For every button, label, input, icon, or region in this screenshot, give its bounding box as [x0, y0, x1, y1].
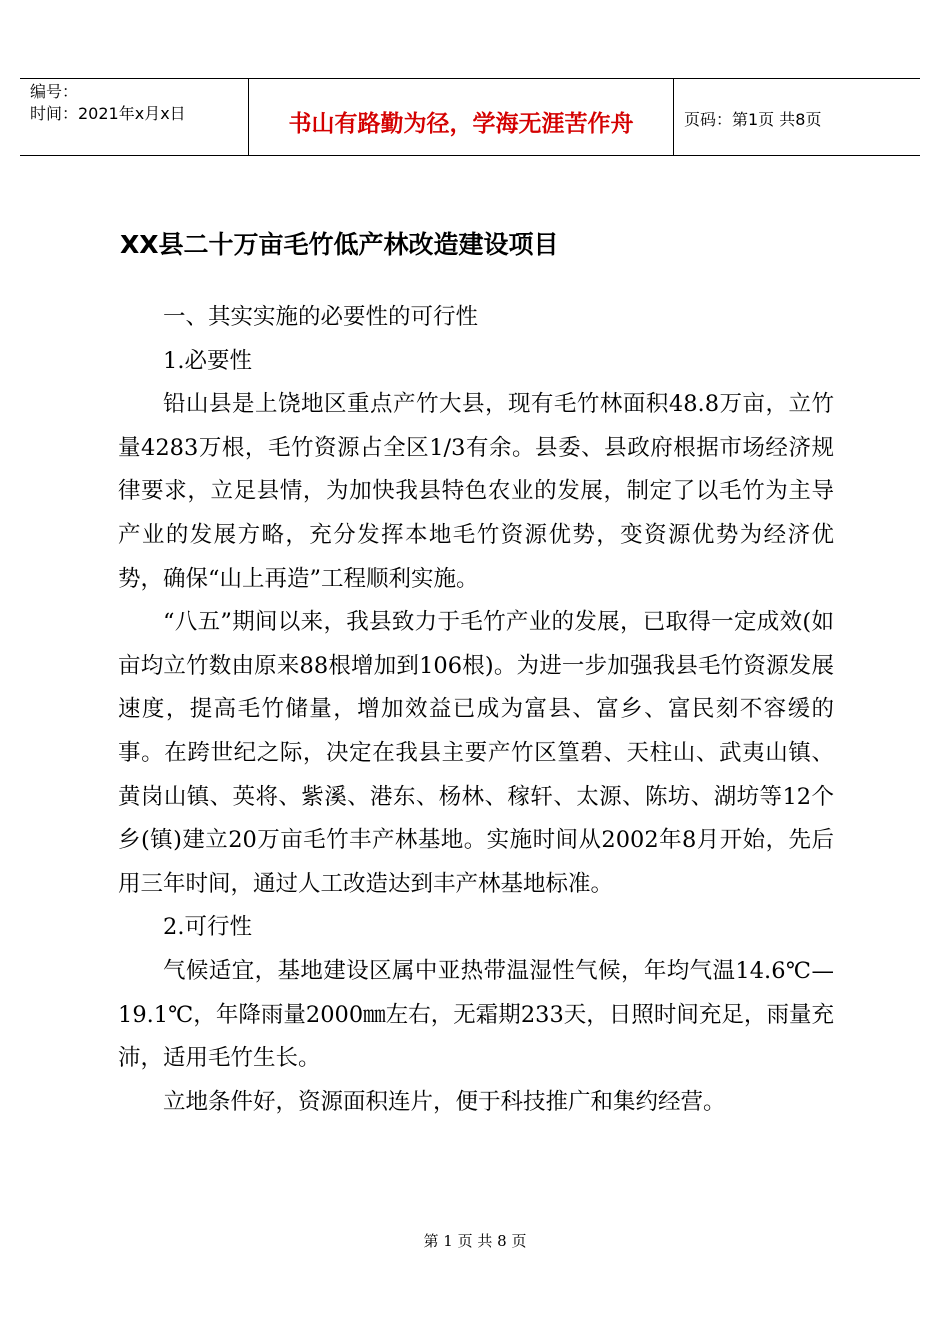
body-paragraph: 气候适宜，基地建设区属中亚热带温湿性气候，年均气温14.6℃—19.1℃，年降雨量2000㎜左右，无霜期233天，日照时间充足，雨量充沛，适用毛竹生长。 — [118, 957, 834, 1072]
header-page-code: 页码：第1页 共8页 — [684, 110, 822, 129]
body-paragraph: 立地条件好，资源面积连片，便于科技推广和集约经营。 — [163, 1088, 726, 1115]
subsection-heading: 2.可行性 — [163, 914, 252, 941]
header-info-cell — [20, 79, 249, 155]
page-header — [20, 78, 920, 156]
header-motto: 书山有路勤为径，学海无涯苦作舟 — [288, 111, 634, 137]
page-footer: 第 1 页 共 8 页 — [423, 1232, 527, 1250]
body-paragraph: “八五”期间以来，我县致力于毛竹产业的发展，已取得一定成效(如亩均立竹数由原来88根增加到106根)。为进一步加强我县毛竹资源发展速度，提高毛竹储量，增加效益已成为富县、富乡、富民刻不容缓的事。在跨世纪之际，决定在我县主要产竹区篁碧、天柱山、武夷山镇、黄岗山镇、英将、紫溪、港东、杨林、稼轩、太源、陈坊、湖坊等12个乡(镇)建立20万亩毛竹丰产林基地。实施时间从2002年8月开始，先后用三年时间，通过人工改造达到丰产林基地标准。 — [118, 609, 834, 897]
document-title: XX县二十万亩毛竹低产林改造建设项目 — [120, 230, 559, 259]
section-heading: 一、其实实施的必要性的可行性 — [163, 304, 479, 330]
document-body — [118, 296, 834, 1124]
document-number-label: 编号： — [30, 82, 79, 101]
subsection-heading: 1.必要性 — [163, 347, 252, 374]
header-motto-cell — [249, 79, 674, 155]
header-page-cell — [674, 79, 920, 155]
body-paragraph: 铅山县是上饶地区重点产竹大县，现有毛竹林面积48.8万亩，立竹量4283万根，毛竹资源占全区1/3有余。县委、县政府根据市场经济规律要求，立足县情，为加快我县特色农业的发展，制定了以毛竹为主导产业的发展方略，充分发挥本地毛竹资源优势，变资源优势为经济优势，确保“山上再造”工程顺利实施。 — [118, 391, 834, 592]
document-date-label: 时间：2021年x月x日 — [30, 104, 186, 123]
